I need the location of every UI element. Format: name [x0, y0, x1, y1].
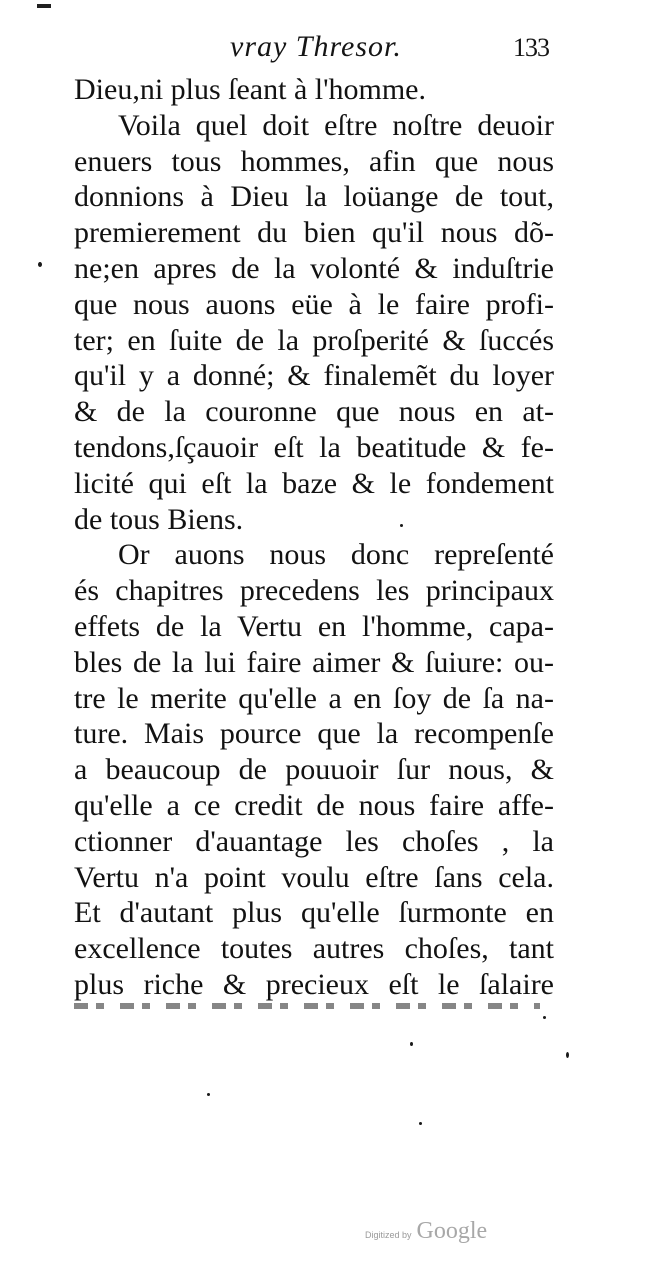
body-text: [74, 72, 554, 1003]
text-line: Vertu n'a point voulu eſtre ſans cela.: [74, 860, 554, 894]
text-line: que nous auons eüe à le faire profi-: [74, 287, 554, 321]
text-line: plus riche & precieux eſt le ſalaire: [74, 967, 554, 1001]
page-number: 133: [513, 33, 549, 62]
text-line: Et d'autant plus qu'elle ſurmonte en: [74, 896, 554, 930]
text-line: de tous Biens.: [74, 502, 244, 536]
ink-speck: [566, 1052, 569, 1058]
cropped-next-line: [74, 1003, 540, 1009]
text-line: & de la couronne que nous en at-: [74, 395, 554, 429]
ink-speck: [543, 1016, 546, 1019]
text-line: ture. Mais pource que la recompenſe: [74, 717, 554, 751]
text-line: tendons,ſçauoir eſt la beatitude & fe-: [74, 430, 554, 464]
text-line: ne;en apres de la volonté & induſtrie: [74, 251, 554, 285]
text-line: donnions à Dieu la loüange de tout,: [74, 180, 554, 214]
running-head: vray Thresor.: [230, 30, 402, 63]
digitized-watermark: [365, 1218, 487, 1245]
text-line: Voila quel doit eſtre noſtre deuoir: [118, 108, 554, 142]
text-line: premierement du bien qu'il nous dõ-: [74, 216, 554, 250]
text-line: Dieu,ni plus ſeant à l'homme.: [74, 73, 427, 106]
text-line: qu'elle a ce credit de nous faire affe-: [74, 788, 554, 822]
ink-speck: [410, 1042, 413, 1046]
text-line: bles de la lui faire aimer & ſuiure: ou-: [74, 645, 554, 679]
ink-mark: [37, 4, 51, 8]
text-line: Or auons nous donc repreſenté: [118, 538, 554, 572]
watermark-prefix: Digitized by: [365, 1230, 412, 1240]
text-line: és chapitres precedens les principaux: [74, 574, 554, 608]
google-logo: Google: [416, 1218, 488, 1244]
text-line: effets de la Vertu en l'homme, capa-: [74, 609, 554, 643]
text-line: licité qui eſt la baze & le fondement: [74, 466, 554, 500]
ink-speck: [38, 262, 42, 267]
ink-speck: [207, 1093, 210, 1096]
text-line: excellence toutes autres choſes, tant: [74, 932, 554, 966]
text-line: ctionner d'auantage les choſes , la: [74, 824, 554, 858]
text-line: enuers tous hommes, afin que nous: [74, 144, 554, 178]
text-line: ter; en ſuite de la proſperité & ſuccés: [74, 323, 554, 357]
text-line: qu'il y a donné; & finalemẽt du loyer: [74, 359, 554, 393]
ink-speck: [419, 1122, 422, 1125]
text-line: tre le merite qu'elle a en ſoy de ſa na-: [74, 681, 554, 715]
text-line: a beaucoup de pouuoir ſur nous, &: [74, 753, 554, 787]
ink-speck: [400, 524, 403, 527]
